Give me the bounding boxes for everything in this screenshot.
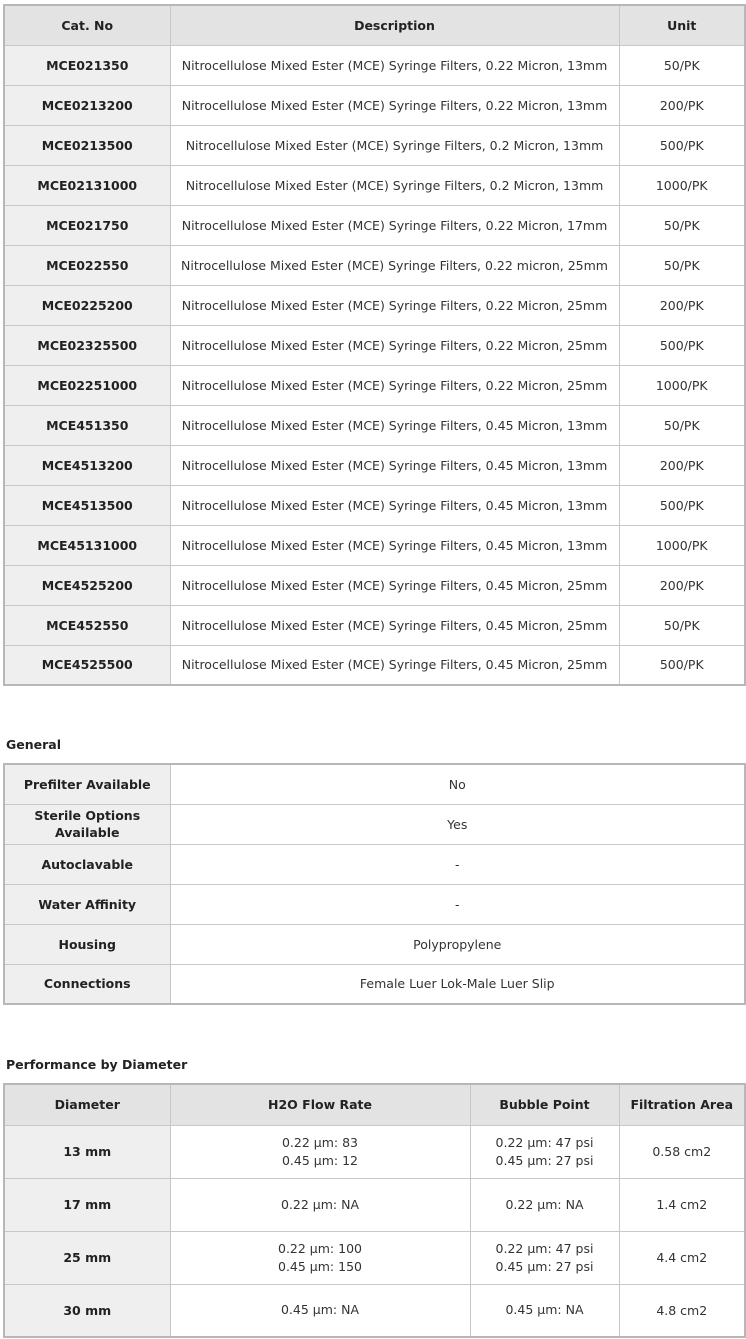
performance-table <box>3 1083 746 1338</box>
bubble-point-cell <box>470 1125 619 1178</box>
flow-rate-line: 0.22 μm: 100 <box>278 1240 362 1256</box>
bubble-point-line: 0.45 μm: 27 psi <box>495 1258 594 1274</box>
product-row <box>4 125 745 165</box>
product-row <box>4 45 745 85</box>
general-table-body <box>4 764 745 1004</box>
cat-no-cell: MCE45131000 <box>4 525 170 565</box>
bubble-point-cell <box>470 1284 619 1337</box>
product-row <box>4 85 745 125</box>
description-cell: Nitrocellulose Mixed Ester (MCE) Syringe Filters, 0.45 Micron, 25mm <box>170 605 619 645</box>
product-row <box>4 645 745 685</box>
bubble-point-line: 0.45 μm: NA <box>505 1302 584 1318</box>
performance-table-header-row <box>4 1084 745 1125</box>
general-value-cell: Female Luer Lok-Male Luer Slip <box>170 964 745 1004</box>
cat-no-cell: MCE0213500 <box>4 125 170 165</box>
general-row <box>4 804 745 844</box>
performance-row <box>4 1178 745 1231</box>
unit-cell: 200/PK <box>619 445 745 485</box>
unit-cell: 1000/PK <box>619 365 745 405</box>
performance-table-body <box>4 1125 745 1337</box>
description-cell: Nitrocellulose Mixed Ester (MCE) Syringe Filters, 0.45 Micron, 13mm <box>170 405 619 445</box>
cat-no-cell: MCE02131000 <box>4 165 170 205</box>
diameter-cell: 25 mm <box>4 1231 170 1284</box>
description-cell: Nitrocellulose Mixed Ester (MCE) Syringe Filters, 0.22 Micron, 25mm <box>170 325 619 365</box>
cat-no-cell: MCE021350 <box>4 45 170 85</box>
unit-cell: 50/PK <box>619 605 745 645</box>
product-row <box>4 205 745 245</box>
description-cell: Nitrocellulose Mixed Ester (MCE) Syringe Filters, 0.22 Micron, 13mm <box>170 45 619 85</box>
unit-cell: 50/PK <box>619 45 745 85</box>
product-row <box>4 405 745 445</box>
diameter-cell: 13 mm <box>4 1125 170 1178</box>
product-row <box>4 525 745 565</box>
product-table <box>3 4 746 686</box>
filtration-area-cell: 4.4 cm2 <box>619 1231 745 1284</box>
unit-cell: 50/PK <box>619 405 745 445</box>
performance-row <box>4 1125 745 1178</box>
unit-cell: 500/PK <box>619 325 745 365</box>
product-row <box>4 165 745 205</box>
flow-rate-line: 0.22 μm: NA <box>280 1196 360 1212</box>
description-cell: Nitrocellulose Mixed Ester (MCE) Syringe Filters, 0.22 Micron, 17mm <box>170 205 619 245</box>
unit-cell: 1000/PK <box>619 525 745 565</box>
general-label-cell: Autoclavable <box>4 844 170 884</box>
cat-no-cell: MCE4525200 <box>4 565 170 605</box>
header-bubble-point: Bubble Point <box>470 1084 619 1125</box>
description-cell: Nitrocellulose Mixed Ester (MCE) Syringe Filters, 0.45 Micron, 13mm <box>170 525 619 565</box>
general-value-cell: - <box>170 884 745 924</box>
product-row <box>4 445 745 485</box>
product-row <box>4 485 745 525</box>
product-row <box>4 365 745 405</box>
description-cell: Nitrocellulose Mixed Ester (MCE) Syringe Filters, 0.45 Micron, 25mm <box>170 565 619 605</box>
product-row <box>4 325 745 365</box>
header-filtration-area: Filtration Area <box>619 1084 745 1125</box>
flow-rate-cell <box>170 1178 470 1231</box>
bubble-point-line: 0.22 μm: NA <box>505 1196 584 1212</box>
description-cell: Nitrocellulose Mixed Ester (MCE) Syringe Filters, 0.22 Micron, 25mm <box>170 365 619 405</box>
cat-no-cell: MCE0213200 <box>4 85 170 125</box>
diameter-cell: 17 mm <box>4 1178 170 1231</box>
flow-rate-cell <box>170 1125 470 1178</box>
general-table <box>3 763 746 1005</box>
product-row <box>4 285 745 325</box>
bubble-point-line: 0.22 μm: 47 psi <box>495 1134 594 1150</box>
unit-cell: 500/PK <box>619 125 745 165</box>
general-row <box>4 764 745 804</box>
general-row <box>4 964 745 1004</box>
flow-rate-cell <box>170 1284 470 1337</box>
general-row <box>4 844 745 884</box>
header-unit: Unit <box>619 5 745 45</box>
description-cell: Nitrocellulose Mixed Ester (MCE) Syringe Filters, 0.2 Micron, 13mm <box>170 125 619 165</box>
product-row <box>4 565 745 605</box>
header-description: Description <box>170 5 619 45</box>
general-label-cell: Water Affinity <box>4 884 170 924</box>
description-cell: Nitrocellulose Mixed Ester (MCE) Syringe Filters, 0.22 micron, 25mm <box>170 245 619 285</box>
bubble-point-cell <box>470 1178 619 1231</box>
performance-row <box>4 1284 745 1337</box>
flow-rate-line: 0.45 μm: NA <box>280 1302 360 1318</box>
unit-cell: 500/PK <box>619 645 745 685</box>
cat-no-cell: MCE022550 <box>4 245 170 285</box>
unit-cell: 50/PK <box>619 245 745 285</box>
flow-rate-cell <box>170 1231 470 1284</box>
general-row <box>4 884 745 924</box>
product-row <box>4 605 745 645</box>
description-cell: Nitrocellulose Mixed Ester (MCE) Syringe Filters, 0.45 Micron, 13mm <box>170 485 619 525</box>
flow-rate-line: 0.22 μm: 83 <box>281 1134 359 1150</box>
cat-no-cell: MCE4513200 <box>4 445 170 485</box>
cat-no-cell: MCE4513500 <box>4 485 170 525</box>
general-label-cell: Connections <box>4 964 170 1004</box>
cat-no-cell: MCE02325500 <box>4 325 170 365</box>
filtration-area-cell: 0.58 cm2 <box>619 1125 745 1178</box>
unit-cell: 200/PK <box>619 285 745 325</box>
general-value-cell: Polypropylene <box>170 924 745 964</box>
product-table-body <box>4 45 745 685</box>
general-value-cell: No <box>170 764 745 804</box>
cat-no-cell: MCE021750 <box>4 205 170 245</box>
general-row <box>4 924 745 964</box>
filtration-area-cell: 4.8 cm2 <box>619 1284 745 1337</box>
description-cell: Nitrocellulose Mixed Ester (MCE) Syringe Filters, 0.45 Micron, 25mm <box>170 645 619 685</box>
bubble-point-line: 0.45 μm: 27 psi <box>495 1152 594 1168</box>
unit-cell: 1000/PK <box>619 165 745 205</box>
performance-row <box>4 1231 745 1284</box>
unit-cell: 200/PK <box>619 565 745 605</box>
description-cell: Nitrocellulose Mixed Ester (MCE) Syringe Filters, 0.22 Micron, 13mm <box>170 85 619 125</box>
description-cell: Nitrocellulose Mixed Ester (MCE) Syringe Filters, 0.22 Micron, 25mm <box>170 285 619 325</box>
general-value-cell: Yes <box>170 804 745 844</box>
unit-cell: 500/PK <box>619 485 745 525</box>
cat-no-cell: MCE0225200 <box>4 285 170 325</box>
general-value-cell: - <box>170 844 745 884</box>
product-row <box>4 245 745 285</box>
description-cell: Nitrocellulose Mixed Ester (MCE) Syringe Filters, 0.2 Micron, 13mm <box>170 165 619 205</box>
general-label-cell: Prefilter Available <box>4 764 170 804</box>
unit-cell: 50/PK <box>619 205 745 245</box>
general-section-title: General <box>6 737 61 752</box>
general-label-cell: Housing <box>4 924 170 964</box>
header-cat-no: Cat. No <box>4 5 170 45</box>
general-label-cell: Sterile Options Available <box>4 804 170 844</box>
flow-rate-line: 0.45 μm: 12 <box>281 1152 359 1168</box>
bubble-point-line: 0.22 μm: 47 psi <box>495 1240 594 1256</box>
cat-no-cell: MCE4525500 <box>4 645 170 685</box>
cat-no-cell: MCE02251000 <box>4 365 170 405</box>
bubble-point-cell <box>470 1231 619 1284</box>
filtration-area-cell: 1.4 cm2 <box>619 1178 745 1231</box>
product-table-header-row <box>4 5 745 45</box>
cat-no-cell: MCE451350 <box>4 405 170 445</box>
description-cell: Nitrocellulose Mixed Ester (MCE) Syringe Filters, 0.45 Micron, 13mm <box>170 445 619 485</box>
performance-section-title: Performance by Diameter <box>6 1057 188 1072</box>
header-flow-rate: H2O Flow Rate <box>170 1084 470 1125</box>
flow-rate-line: 0.45 μm: 150 <box>278 1258 362 1274</box>
unit-cell: 200/PK <box>619 85 745 125</box>
cat-no-cell: MCE452550 <box>4 605 170 645</box>
diameter-cell: 30 mm <box>4 1284 170 1337</box>
header-diameter: Diameter <box>4 1084 170 1125</box>
